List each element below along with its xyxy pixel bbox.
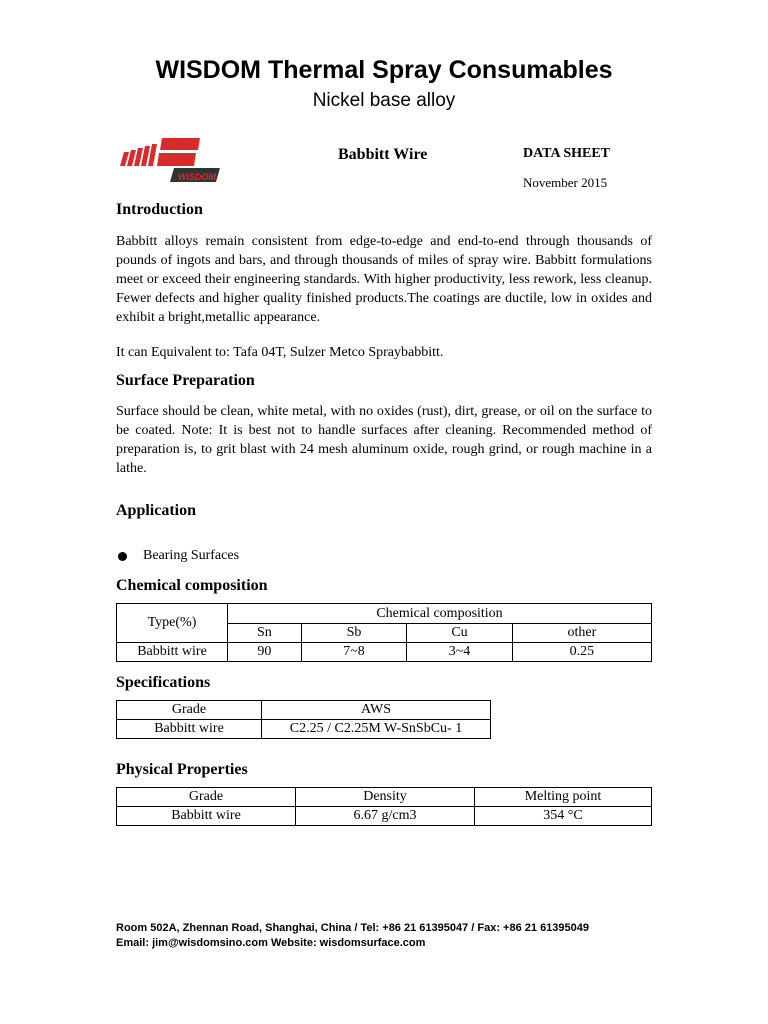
product-name: Babbitt Wire [338, 146, 428, 163]
document-title: WISDOM Thermal Spray Consumables [155, 56, 613, 84]
value-sb: 7~8 [301, 643, 406, 662]
footer-contact [116, 921, 589, 951]
element-header-sn: Sn [228, 624, 302, 643]
table-row [117, 807, 652, 826]
type-header: Type(%) [117, 604, 228, 643]
application-heading: Application [116, 502, 197, 519]
chemical-table [116, 603, 652, 662]
surface-body: Surface should be clean, white metal, with no oxides (rust), dirt, grease, or oil on the surface to be coated. Note: It is best not to handle surfaces after cleaning. Recommended method of preparation is, to grit blast with 24 mesh aluminum oxide, rough grind, or rough machine in a lathe. [116, 404, 652, 476]
specifications-heading: Specifications [116, 674, 211, 691]
composition-header: Chemical composition [228, 604, 652, 624]
introduction-heading: Introduction [116, 201, 203, 218]
wisdom-logo [116, 136, 220, 184]
value-cu: 3~4 [407, 643, 512, 662]
table-row [117, 643, 652, 662]
chemical-heading: Chemical composition [116, 577, 268, 594]
grade-header: Grade [117, 788, 296, 807]
specifications-table [116, 700, 491, 739]
grade-header: Grade [117, 701, 262, 720]
element-header-cu: Cu [407, 624, 512, 643]
application-item [116, 548, 239, 564]
density-header: Density [296, 788, 475, 807]
application-item-label: Bearing Surfaces [143, 548, 240, 563]
row-label: Babbitt wire [117, 643, 228, 662]
grade-value: Babbitt wire [117, 807, 296, 826]
introduction-body: Babbitt alloys remain consistent from edge-to-edge and end-to-end through thousands of pounds of ingots and bars, and through thousands of miles of spray wire. Babbitt formulations meet or exceed their engineering standards. With higher productivity, less rework, less cleanup. Fewer defects and higher quality finished products.The coatings are ductile, low in oxides and exhibit a bright,metallic appearance. [116, 234, 652, 325]
melting-point-value: 354 °C [475, 807, 652, 826]
aws-header: AWS [262, 701, 491, 720]
physical-heading: Physical Properties [116, 761, 248, 778]
logo-wordmark: WISDOM [178, 172, 216, 182]
density-value: 6.67 g/cm3 [296, 807, 475, 826]
table-row [117, 720, 491, 739]
sheet-date: November 2015 [523, 175, 608, 190]
element-header-sb: Sb [301, 624, 406, 643]
sheet-label: DATA SHEET [523, 146, 611, 161]
footer-address: Room 502A, Zhennan Road, Shanghai, China / Tel: +86 21 61395047 / Fax: +86 21 61395049 [116, 922, 590, 934]
aws-value: C2.25 / C2.25M W-SnSbCu- 1 [262, 720, 491, 739]
equivalent-note: It can Equivalent to: Tafa 04T, Sulzer Metco Spraybabbitt. [116, 345, 444, 360]
surface-heading: Surface Preparation [116, 372, 255, 389]
document-subtitle: Nickel base alloy [312, 90, 456, 111]
grade-value: Babbitt wire [117, 720, 262, 739]
value-sn: 90 [228, 643, 302, 662]
footer-email-website: Email: jim@wisdomsino.com Website: wisdomsurface.com [116, 937, 426, 949]
element-header-other: other [512, 624, 651, 643]
value-other: 0.25 [512, 643, 651, 662]
melting-point-header: Melting point [475, 788, 652, 807]
physical-table [116, 787, 652, 826]
bullet-icon [118, 552, 127, 561]
